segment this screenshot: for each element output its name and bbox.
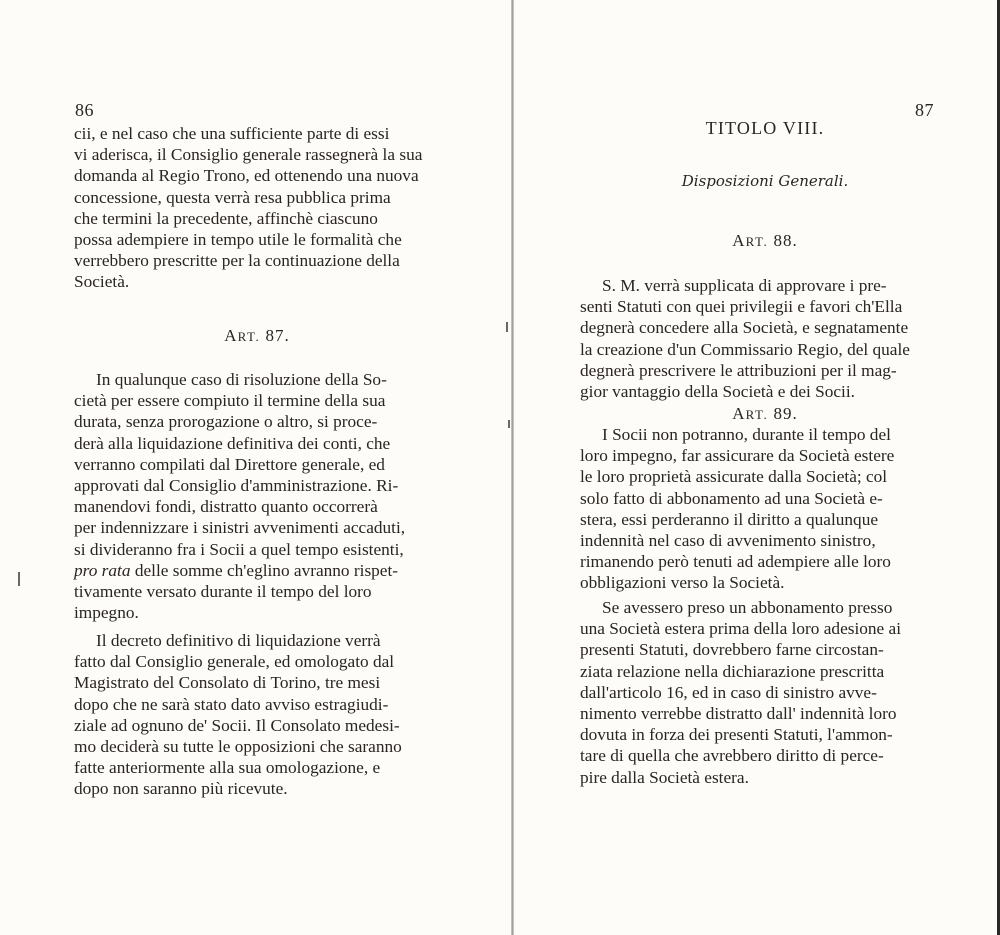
article-prefix: A bbox=[224, 326, 238, 345]
section-subtitle: Disposizioni Generali. bbox=[681, 172, 849, 190]
text-line: tare di quella che avrebbero diritto di perce- bbox=[580, 746, 884, 766]
text-line: fatto dal Consiglio generale, ed omologato dal bbox=[74, 652, 395, 672]
article-87-paragraph-2 bbox=[74, 630, 440, 800]
text-line: obbligazioni verso la Società. bbox=[580, 573, 785, 593]
text-line: degnerà concedere alla Società, e segnatamente bbox=[580, 318, 909, 338]
text-line: tivamente versato durante il tempo del loro bbox=[74, 581, 372, 601]
article-prefix-small: RT. bbox=[237, 329, 261, 344]
text-line: degnerà prescrivere le attribuzioni per il mag- bbox=[580, 360, 897, 380]
text-line-with-italic bbox=[74, 560, 440, 581]
article-number: 88. bbox=[773, 231, 798, 250]
text-line: Il decreto definitivo di liquidazione verrà bbox=[96, 631, 381, 650]
text-line: verrebbero prescritte per la continuazione della bbox=[74, 251, 400, 271]
article-heading-88 bbox=[580, 231, 950, 251]
text-line: stera, essi perderanno il diritto a qualunque bbox=[580, 509, 879, 529]
text-line: la creazione d'un Commissario Regio, del quale bbox=[580, 339, 910, 359]
text-line: per indennizzare i sinistri avvenimenti accaduti, bbox=[74, 518, 406, 538]
text-line: che termini la precedente, affinchè ciascuno bbox=[74, 208, 378, 228]
text-line: nimento verrebbe distratto dall' indennità loro bbox=[580, 703, 897, 723]
margin-mark bbox=[18, 572, 20, 586]
left-top-paragraph bbox=[74, 123, 440, 293]
text-line: derà alla liquidazione definitiva dei conti, che bbox=[74, 433, 391, 453]
margin-mark bbox=[506, 322, 508, 332]
text-line: dall'articolo 16, ed in caso di sinistro avve- bbox=[580, 682, 877, 702]
text-line: indennità nel caso di avvenimento sinistro, bbox=[580, 530, 876, 550]
page-number-left: 86 bbox=[75, 100, 94, 120]
text-line: una Società estera prima della loro adesione ai bbox=[580, 619, 902, 639]
text-line: Magistrato del Consolato di Torino, tre mesi bbox=[74, 673, 381, 693]
text-line: Società. bbox=[74, 272, 130, 292]
text-line: dopo che ne sarà stato dato avviso estragiudi- bbox=[74, 694, 389, 714]
text-line: fatte anteriormente alla sua omologazione, e bbox=[74, 758, 381, 778]
text-line: gior vantaggio della Società e dei Socii. bbox=[580, 381, 855, 401]
article-87-paragraph-1 bbox=[74, 369, 440, 623]
article-88-text bbox=[580, 275, 950, 402]
article-heading-87 bbox=[74, 326, 440, 346]
article-heading-89 bbox=[580, 404, 950, 424]
article-prefix: A bbox=[732, 231, 746, 250]
text-line: In qualunque caso di risoluzione della So- bbox=[96, 370, 387, 389]
italic-phrase: pro rata bbox=[74, 560, 131, 580]
text-line: cietà per essere compiuto il termine della sua bbox=[74, 391, 386, 411]
section-title: TITOLO VIII. bbox=[705, 118, 825, 138]
text-line: concessione, questa verrà resa pubblica prima bbox=[74, 187, 391, 207]
article-number: 87. bbox=[265, 326, 290, 345]
text-line: manendovi fondi, distratto quanto occorrerà bbox=[74, 497, 378, 517]
text-line: ziale ad ognuno de' Socii. Il Consolato medesi- bbox=[74, 715, 400, 735]
text-line: dopo non saranno più ricevute. bbox=[74, 779, 288, 799]
text-line: possa adempiere in tempo utile le formalità che bbox=[74, 229, 402, 249]
text-line: approvati dal Consiglio d'amministrazione. Ri- bbox=[74, 475, 399, 495]
text-line: solo fatto di abbonamento ad una Società e- bbox=[580, 488, 883, 508]
article-number: 89. bbox=[773, 404, 798, 423]
text-line: pire dalla Società estera. bbox=[580, 767, 749, 787]
text-line: le loro proprietà assicurate dalla Società; col bbox=[580, 467, 888, 487]
margin-mark bbox=[508, 420, 510, 428]
text-line: I Socii non potranno, durante il tempo del bbox=[602, 425, 891, 444]
article-prefix-small: RT. bbox=[745, 234, 769, 249]
text-line: durata, senza prorogazione o altro, si proce- bbox=[74, 412, 378, 432]
text-line: domanda al Regio Trono, ed ottenendo una nuova bbox=[74, 166, 419, 186]
article-89-paragraph-1 bbox=[580, 424, 950, 594]
text-line: ziata relazione nella dichiarazione prescritta bbox=[580, 661, 885, 681]
page-number-right: 87 bbox=[915, 100, 934, 120]
right-page bbox=[514, 0, 1000, 935]
text-line: S. M. verrà supplicata di approvare i pre- bbox=[602, 276, 887, 295]
text-line: mo deciderà su tutte le opposizioni che saranno bbox=[74, 736, 402, 756]
text-line-rest: delle somme ch'eglino avranno rispet- bbox=[134, 560, 399, 580]
text-line: verranno compilati dal Direttore generale, ed bbox=[74, 454, 385, 474]
text-line: loro impegno, far assicurare da Società estere bbox=[580, 446, 895, 466]
text-line: impegno. bbox=[74, 603, 139, 623]
text-line: dovuta in forza dei presenti Statuti, l'ammon- bbox=[580, 725, 893, 745]
text-line: senti Statuti con quei privilegii e favori ch'Ella bbox=[580, 297, 903, 317]
article-prefix: A bbox=[732, 404, 746, 423]
text-line: Se avessero preso un abbonamento presso bbox=[602, 598, 893, 617]
article-prefix-small: RT. bbox=[745, 407, 769, 422]
text-line: presenti Statuti, dovrebbero farne circostan- bbox=[580, 640, 884, 660]
text-line: rimanendo però tenuti ad adempiere alle loro bbox=[580, 552, 891, 572]
text-line: vi aderisca, il Consiglio generale rassegnerà la sua bbox=[74, 145, 423, 165]
article-89-paragraph-2 bbox=[580, 597, 950, 788]
text-line: si divideranno fra i Socii a quel tempo esistenti, bbox=[74, 539, 404, 559]
text-line: cii, e nel caso che una sufficiente parte di essi bbox=[74, 124, 390, 143]
